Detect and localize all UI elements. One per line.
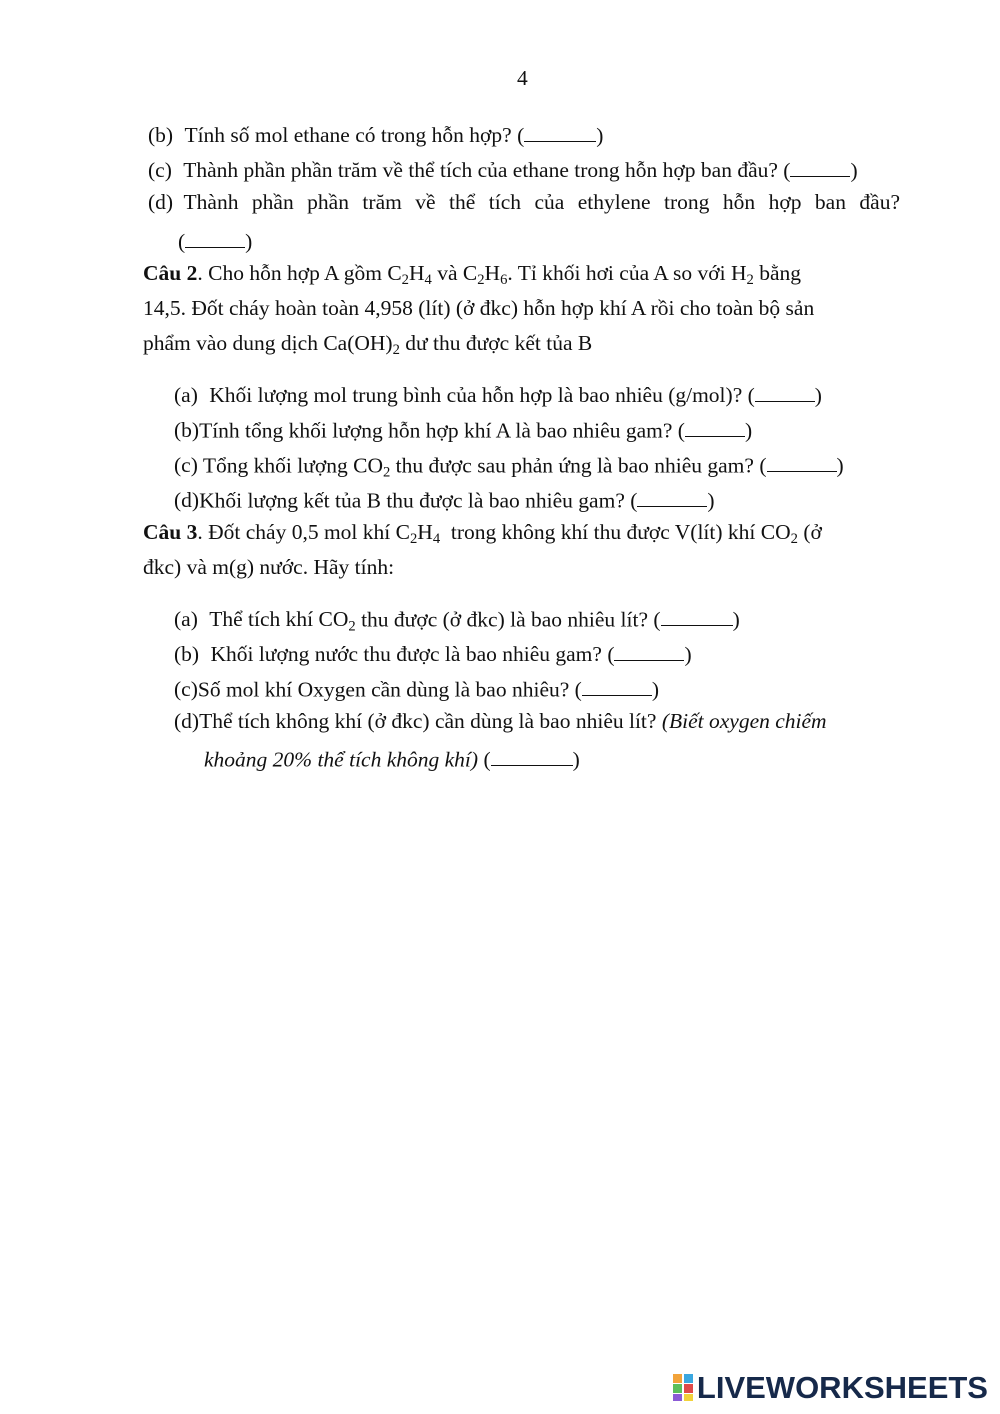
answer-blank[interactable] bbox=[767, 452, 837, 472]
q2-intro-line3 bbox=[143, 331, 593, 359]
paren-close: ) bbox=[572, 747, 580, 772]
item-note: khoảng 20% thể tích không khí) bbox=[204, 747, 479, 772]
subscript: 2 bbox=[401, 272, 409, 289]
paren-close: ) bbox=[651, 677, 659, 702]
question-title: Câu 3 bbox=[143, 520, 198, 544]
subscript: 2 bbox=[409, 531, 418, 548]
q2-item-d bbox=[174, 487, 715, 512]
answer-blank[interactable] bbox=[755, 382, 815, 402]
paren-close: ) bbox=[814, 383, 822, 408]
item-label: (c) bbox=[174, 453, 198, 478]
q1-item-b bbox=[148, 122, 603, 147]
q3-intro-line1 bbox=[143, 520, 822, 548]
item-text: Tính tổng khối lượng hỗn hợp khí A là bao nhiêu gam? bbox=[199, 418, 673, 443]
q3-item-a bbox=[174, 606, 740, 635]
item-text: Số mol khí Oxygen cần dùng là bao nhiêu? bbox=[197, 677, 570, 702]
paren-open: ( bbox=[630, 488, 638, 513]
item-text: Thể tích không khí (ở đkc) cần dùng là bao nhiêu lít? bbox=[199, 709, 657, 733]
subscript: 2 bbox=[746, 272, 754, 289]
subscript: 2 bbox=[790, 531, 798, 548]
q3-item-b bbox=[174, 641, 692, 666]
item-text: Thành phần phần trăm về thể tích của ethylene trong hỗn hợp ban đầu? bbox=[183, 190, 901, 214]
paren-close: ) bbox=[245, 229, 253, 254]
q1-item-c bbox=[148, 157, 858, 182]
q2-item-c bbox=[174, 452, 844, 481]
intro-text: H bbox=[408, 261, 425, 285]
paren-open: ( bbox=[178, 229, 186, 254]
q2-item-a bbox=[174, 382, 822, 407]
paren-close: ) bbox=[707, 488, 715, 513]
paren-close: ) bbox=[850, 158, 858, 183]
q1-item-d bbox=[148, 192, 900, 214]
answer-blank[interactable] bbox=[491, 746, 573, 766]
item-text: Tính số mol ethane có trong hỗn hợp? bbox=[184, 123, 512, 148]
item-label: (c) bbox=[174, 677, 198, 702]
q3-item-d bbox=[174, 711, 827, 733]
item-text: Khối lượng nước thu được là bao nhiêu gam? bbox=[210, 642, 602, 667]
item-text: Khối lượng kết tủa B thu được là bao nhiêu gam? bbox=[199, 488, 625, 513]
paren-close: ) bbox=[732, 607, 740, 632]
item-label: (d) bbox=[174, 488, 200, 513]
intro-text: (ở bbox=[797, 520, 822, 544]
subscript: 2 bbox=[382, 464, 391, 481]
q2-intro-line1 bbox=[143, 261, 801, 289]
item-label: (b) bbox=[174, 642, 200, 667]
intro-text: H bbox=[417, 520, 433, 544]
item-text: Tổng khối lượng CO bbox=[202, 453, 383, 478]
item-label: (b) bbox=[148, 123, 174, 148]
q3-item-c bbox=[174, 676, 659, 701]
item-text: thu được (ở đkc) là bao nhiêu lít? bbox=[355, 607, 649, 632]
item-label: (a) bbox=[174, 383, 198, 408]
intro-text: . Cho hỗn hợp A gồm C bbox=[197, 261, 402, 285]
paren-close: ) bbox=[684, 642, 692, 667]
paren-close: ) bbox=[744, 418, 753, 443]
item-note: (Biết oxygen chiếm bbox=[661, 709, 827, 733]
item-label: (d) bbox=[174, 709, 200, 733]
answer-blank[interactable] bbox=[661, 606, 733, 626]
paren-open: ( bbox=[747, 383, 755, 408]
q2-item-b bbox=[174, 417, 752, 442]
paren-open: ( bbox=[783, 158, 791, 183]
paren-close: ) bbox=[836, 453, 844, 478]
subscript: 2 bbox=[348, 618, 356, 635]
item-label: (a) bbox=[174, 607, 198, 632]
subscript: 4 bbox=[424, 272, 432, 289]
answer-blank[interactable] bbox=[637, 487, 707, 507]
item-label: (c) bbox=[148, 158, 172, 183]
item-text: thu được sau phản ứng là bao nhiêu gam? bbox=[390, 453, 754, 478]
subscript: 2 bbox=[392, 342, 400, 359]
q2-intro-line2: 14,5. Đốt cháy hoàn toàn 4,958 (lít) (ở đkc) hỗn hợp khí A rồi cho toàn bộ sản bbox=[143, 296, 815, 320]
subscript: 2 bbox=[477, 272, 485, 289]
answer-blank[interactable] bbox=[524, 122, 596, 142]
paren-open: ( bbox=[677, 418, 685, 443]
paren-open: ( bbox=[653, 607, 661, 632]
item-text: Khối lượng mol trung bình của hỗn hợp là bao nhiêu (g/mol)? bbox=[209, 383, 743, 408]
paren-open: ( bbox=[607, 642, 615, 667]
question-title: Câu 2 bbox=[143, 261, 198, 285]
item-label: (d) bbox=[148, 190, 174, 214]
liveworksheets-icon bbox=[673, 1374, 695, 1402]
intro-text: phẩm vào dung dịch Ca(OH) bbox=[143, 331, 393, 355]
answer-blank[interactable] bbox=[685, 417, 745, 437]
intro-text: H bbox=[484, 261, 501, 285]
answer-blank[interactable] bbox=[185, 228, 245, 248]
q3-intro-line2: đkc) và m(g) nước. Hãy tính: bbox=[143, 555, 395, 579]
intro-text: và C bbox=[431, 261, 478, 285]
paren-open: ( bbox=[574, 677, 582, 702]
brand-name: LIVEWORKSHEETS bbox=[696, 1370, 988, 1405]
subscript: 6 bbox=[500, 272, 508, 289]
item-text: Thể tích khí CO bbox=[209, 607, 349, 632]
paren-close: ) bbox=[596, 123, 604, 148]
paren-open: ( bbox=[759, 453, 767, 478]
item-text: Thành phần phần trăm về thể tích của ethane trong hỗn hợp ban đầu? bbox=[183, 158, 778, 183]
answer-blank[interactable] bbox=[614, 641, 684, 661]
item-label: (b) bbox=[174, 418, 200, 443]
q3-item-d-line2 bbox=[204, 746, 580, 771]
intro-text: bằng bbox=[753, 261, 801, 285]
paren-open: ( bbox=[483, 747, 491, 772]
subscript: 4 bbox=[432, 531, 441, 548]
intro-text: . Đốt cháy 0,5 mol khí C bbox=[197, 520, 410, 544]
liveworksheets-logo bbox=[673, 1370, 988, 1406]
answer-blank[interactable] bbox=[790, 157, 850, 177]
intro-text: dư thu được kết tủa B bbox=[399, 331, 593, 355]
intro-text: . Tỉ khối hơi của A so với H bbox=[507, 261, 747, 285]
answer-blank[interactable] bbox=[582, 676, 652, 696]
q1-item-d-blank bbox=[178, 228, 252, 253]
intro-text: trong không khí thu được V(lít) khí CO bbox=[440, 520, 791, 544]
paren-open: ( bbox=[517, 123, 525, 148]
page-number: 4 bbox=[517, 66, 528, 90]
